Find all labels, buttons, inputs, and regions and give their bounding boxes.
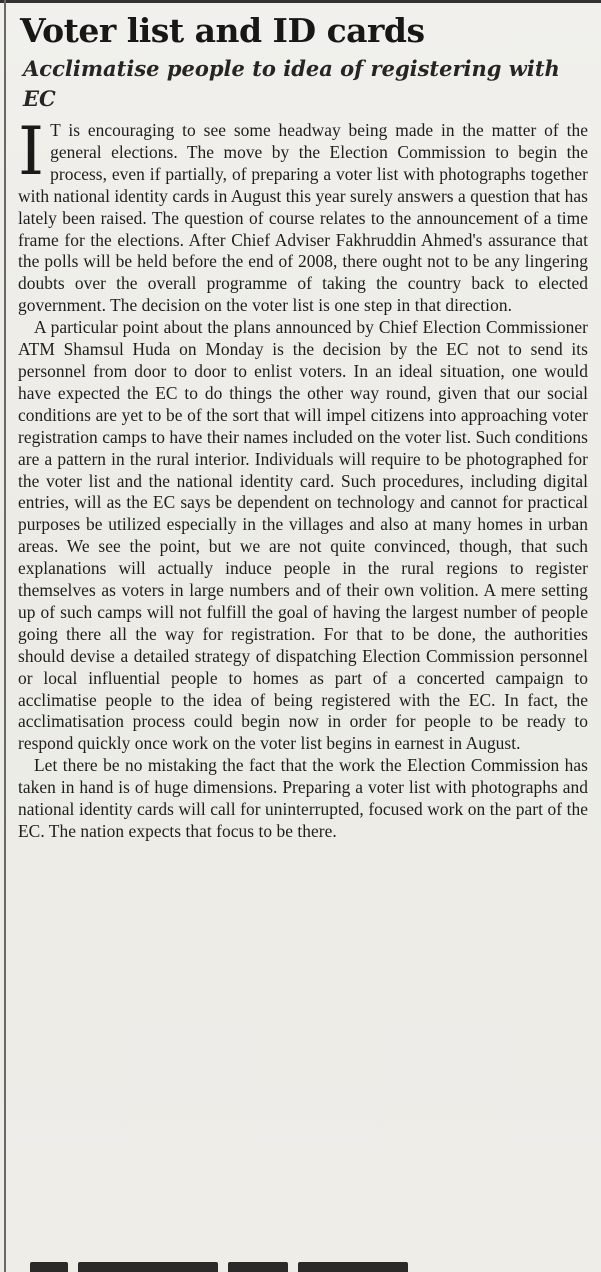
article-headline: Voter list and ID cards bbox=[20, 11, 425, 50]
article-paragraph: Let there be no mistaking the fact that the work the Election Commission has taken in hand is of huge dimensions. Preparing a voter list with photographs and national identity cards will call for uninterrupted, focused work on the part of the EC. The nation expects that focus to be there. bbox=[18, 755, 588, 841]
paragraph-text: T is encouraging to see some headway being made in the matter of the general elections. The move by the Election Commission to begin the process, even if partially, of preparing a voter list with photographs together with national identity cards in August this year surely answers a question that has lately been raised. The question of course relates to the announcement of a time frame for the elections. After Chief Adviser Fakhruddin Ahmed's assurance that the polls will be held before the end of 2008, there ought not to be any lingering doubts over the overall programme of taking the country back to elected government. The decision on the voter list is one step in that direction. bbox=[18, 120, 588, 316]
article-paragraph: A particular point about the plans announced by Chief Election Commissioner ATM Shamsul Huda on Monday is the decision by the EC not to send its personnel from door to door to enlist voters. In an ideal situation, one would have expected the EC to do things the other way round, given that our social conditions are yet to be of the sort that will impel citizens into approaching voter registration camps to have their names included on the voter list. Such conditions are a pattern in the rural interior. Individuals will require to be photographed for the voter list and the national identity card. Such procedures, including digital entries, will as the EC says be dependent on technology and cannot for practical purposes be utilized especially in the villages and also at many homes in urban areas. We see the point, but we are not quite convinced, though, that such explanations will actually induce people in the rural regions to register themselves as voters in large numbers and of their own volition. A mere setting up of such camps will not fulfill the goal of having the largest number of people going there all the way for registration. For that to be done, the authorities should devise a detailed strategy of dispatching Election Commission personnel or local influential people to homes as part of a concerted campaign to acclimatise people to the idea of being registered with the EC. In fact, the acclimatisation process could begin now in order for people to be ready to respond quickly once work on the voter list begins in earnest in August. bbox=[18, 317, 588, 754]
column-rule bbox=[4, 0, 6, 1272]
top-rule bbox=[0, 0, 601, 3]
article-body bbox=[18, 113, 588, 843]
editorial-article bbox=[18, 8, 588, 843]
article-paragraph bbox=[18, 113, 588, 317]
article-subhead: Acclimatise people to idea of registering with EC bbox=[23, 56, 560, 111]
drop-cap: I bbox=[18, 113, 45, 190]
next-headline-fragment bbox=[30, 1262, 550, 1272]
